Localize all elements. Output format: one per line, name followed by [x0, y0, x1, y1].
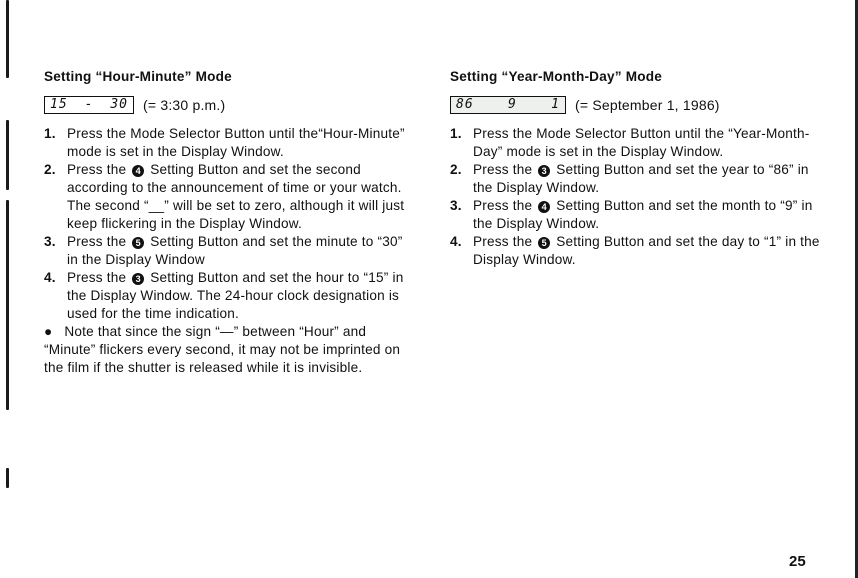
year-month-day-section: [450, 68, 820, 269]
step-item: 3. Press the 4 Setting Button and set the month to “9” in the Display Window.: [450, 198, 813, 231]
lcd-day: 1: [551, 97, 560, 112]
step-item: 1. Press the Mode Selector Button until the “Year-Month-Day” mode is set in the Display Window.: [450, 126, 810, 159]
circled-number-icon: 3: [538, 165, 550, 177]
time-display-note: (= 3:30 p.m.): [143, 97, 226, 113]
lcd-separator: -: [84, 97, 94, 112]
step-item: 2. Press the 3 Setting Button and set the year to “86” in the Display Window.: [450, 162, 809, 195]
circled-number-icon: 3: [132, 273, 144, 285]
circled-number-icon: 5: [132, 237, 144, 249]
lcd-hour: 15: [50, 97, 68, 112]
hour-minute-display-row: [44, 94, 414, 116]
lcd-month: 9: [508, 97, 517, 112]
lcd-time-display: [44, 96, 134, 114]
hour-minute-heading: Setting “Hour-Minute” Mode: [44, 69, 232, 84]
circled-number-icon: 5: [538, 237, 550, 249]
hour-minute-steps: [44, 125, 414, 323]
hour-minute-section: [44, 68, 414, 377]
flicker-note: ● Note that since the sign “—” between “Hour” and “Minute” flickers every second, it may not be imprinted on the film if the shutter is released while it is invisible.: [44, 324, 401, 375]
circled-number-icon: 4: [538, 201, 550, 213]
bullet-icon: ●: [44, 324, 53, 339]
year-month-day-display-row: [450, 94, 820, 116]
step-item: 2. Press the 4 Setting Button and set the second according to the announcement of time or your watch. The second “__” will be set to zero, although it will just keep flickering in the Display Window.: [44, 162, 405, 231]
step-item: 4. Press the 3 Setting Button and set the hour to “15” in the Display Window. The 24-hour clock designation is used for the time indication.: [44, 270, 404, 321]
lcd-minute: 30: [110, 97, 128, 112]
binding-edge: [6, 0, 10, 578]
lcd-year: 86: [456, 97, 474, 112]
step-item: 4. Press the 5 Setting Button and set the day to “1” in the Display Window.: [450, 234, 820, 267]
lcd-date-display: [450, 96, 566, 114]
date-display-note: (= September 1, 1986): [575, 97, 720, 113]
step-item: 3. Press the 5 Setting Button and set the minute to “30” in the Display Window: [44, 234, 403, 267]
step-item: 1. Press the Mode Selector Button until the“Hour-Minute” mode is set in the Display Window.: [44, 126, 405, 159]
year-month-day-steps: [450, 125, 820, 269]
year-month-day-heading: Setting “Year-Month-Day” Mode: [450, 69, 662, 84]
page-number: 25: [789, 553, 806, 570]
circled-number-icon: 4: [132, 165, 144, 177]
